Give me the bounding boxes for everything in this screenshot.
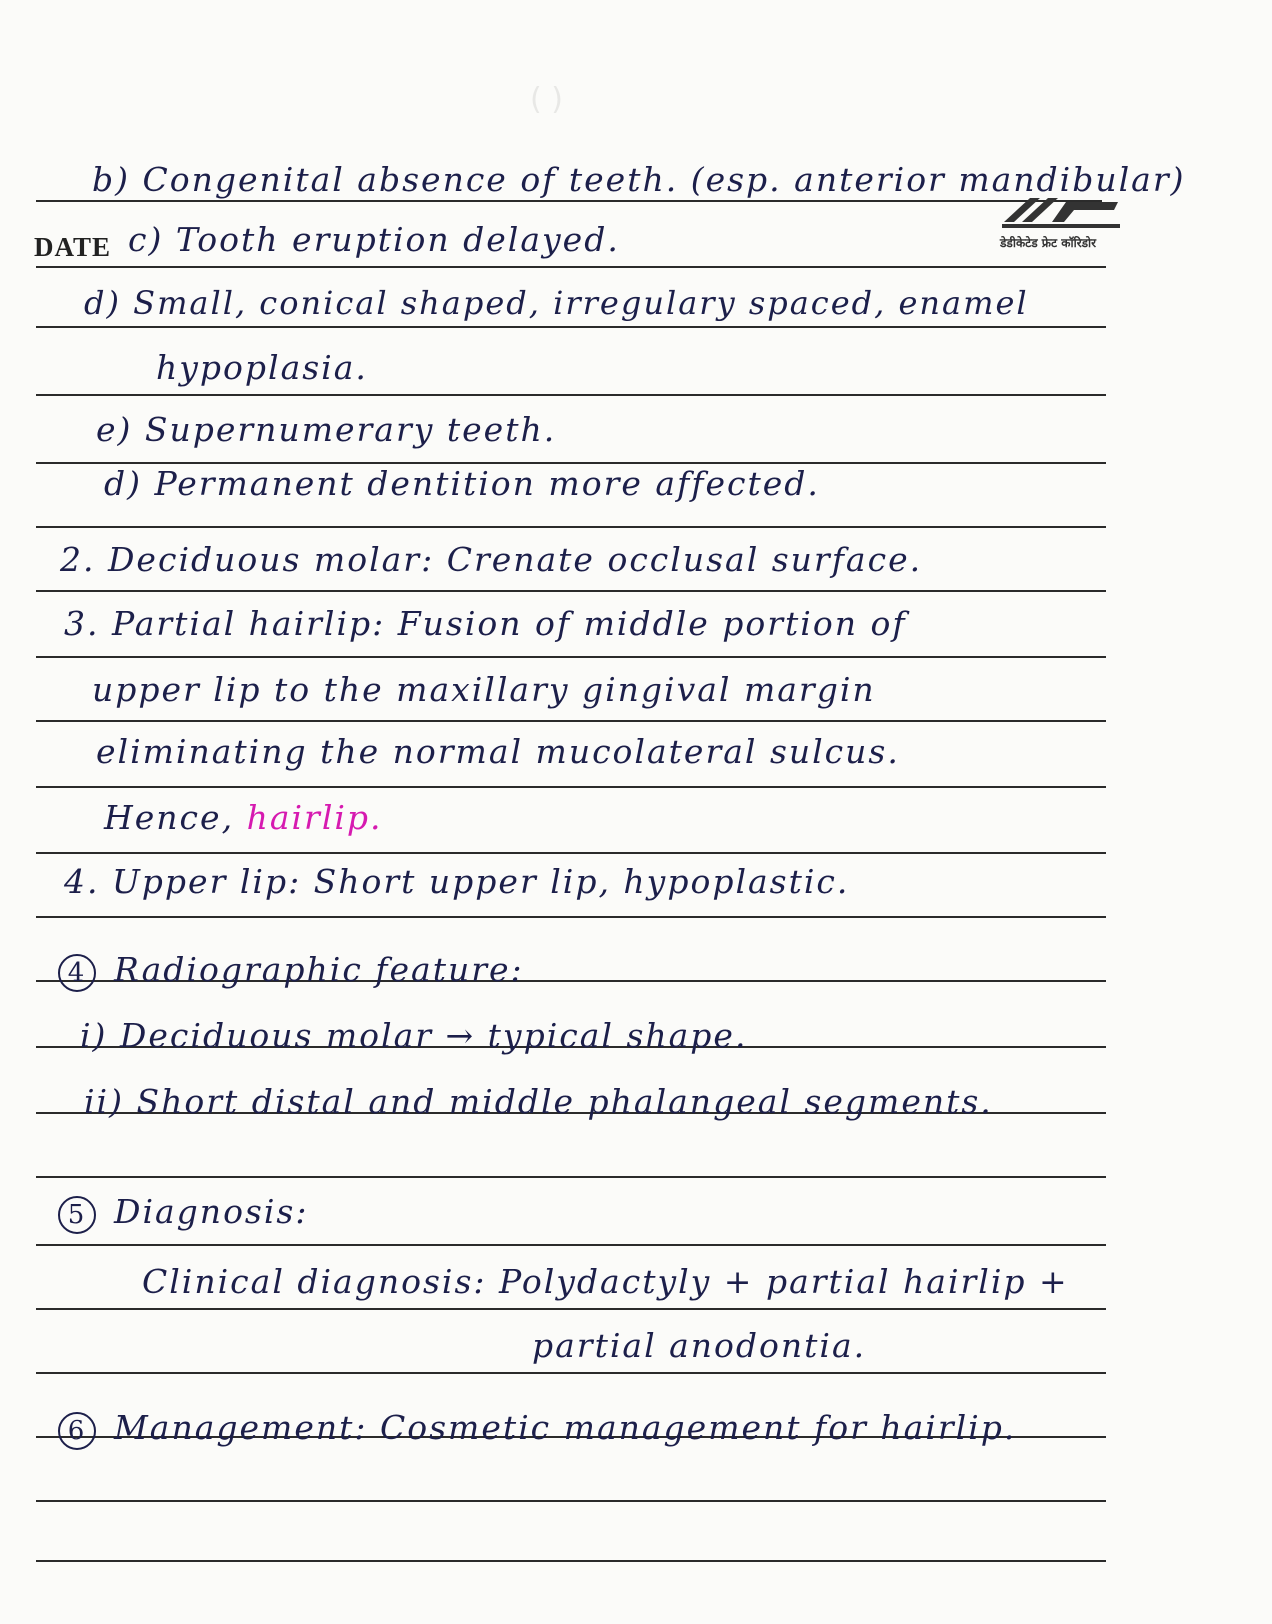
section-number-circle: 6 <box>58 1412 96 1450</box>
date-label: DATE <box>34 232 112 262</box>
ruled-line <box>36 786 1106 788</box>
ruled-line <box>36 266 1106 268</box>
section-title: Radiographic feature: <box>114 950 524 989</box>
note-text: Hence, <box>104 798 247 837</box>
note-line: b) Congenital absence of teeth. (esp. anterior mandibular) <box>92 160 1186 199</box>
ruled-line <box>36 852 1106 854</box>
ruled-line <box>36 916 1106 918</box>
section-heading <box>58 1408 1016 1450</box>
section-number-circle: 4 <box>58 954 96 992</box>
note-line: ii) Short distal and middle phalangeal segments. <box>84 1082 993 1121</box>
note-line: d) Permanent dentition more affected. <box>104 464 820 503</box>
note-line: eliminating the normal mucolateral sulcus. <box>96 732 900 771</box>
section-number-circle: 5 <box>58 1196 96 1234</box>
ruled-line <box>36 1244 1106 1246</box>
ruled-line <box>36 720 1106 722</box>
highlighted-word: hairlip. <box>246 798 383 837</box>
ruled-line <box>36 394 1106 396</box>
note-line: Clinical diagnosis: Polydactyly + partial hairlip + <box>142 1262 1069 1301</box>
note-line: e) Supernumerary teeth. <box>96 410 557 449</box>
ruled-line <box>36 590 1106 592</box>
note-line: c) Tooth eruption delayed. <box>128 220 620 259</box>
note-line: 3. Partial hairlip: Fusion of middle portion of <box>64 604 907 643</box>
ruled-line <box>36 1500 1106 1502</box>
section-title: Management: Cosmetic management for hairlip. <box>114 1408 1017 1447</box>
section-heading <box>58 1192 308 1234</box>
ruled-line <box>36 656 1106 658</box>
note-line: d) Small, conical shaped, irregulary spaced, enamel <box>84 284 1029 322</box>
note-line: upper lip to the maxillary gingival margin <box>92 670 876 709</box>
ruled-line <box>36 200 1102 202</box>
note-line: 2. Deciduous molar: Crenate occlusal surface. <box>60 540 923 579</box>
section-title: Diagnosis: <box>114 1192 309 1231</box>
note-line: hypoplasia. <box>156 348 368 387</box>
note-line: 4. Upper lip: Short upper lip, hypoplastic. <box>64 862 850 901</box>
faint-page-header: ( ) <box>530 82 563 117</box>
section-heading <box>58 950 524 992</box>
ruled-line <box>36 1560 1106 1562</box>
logo-caption: डेडीकेटेड फ्रेट कॉरिडोर <box>1000 236 1097 250</box>
ruled-line <box>36 1308 1106 1310</box>
ruled-line <box>36 1372 1106 1374</box>
ruled-line <box>36 326 1106 328</box>
note-line: partial anodontia. <box>532 1326 867 1365</box>
ruled-line <box>36 526 1106 528</box>
ruled-line <box>36 1176 1106 1178</box>
note-line <box>104 798 383 837</box>
note-line: i) Deciduous molar → typical shape. <box>80 1016 748 1055</box>
